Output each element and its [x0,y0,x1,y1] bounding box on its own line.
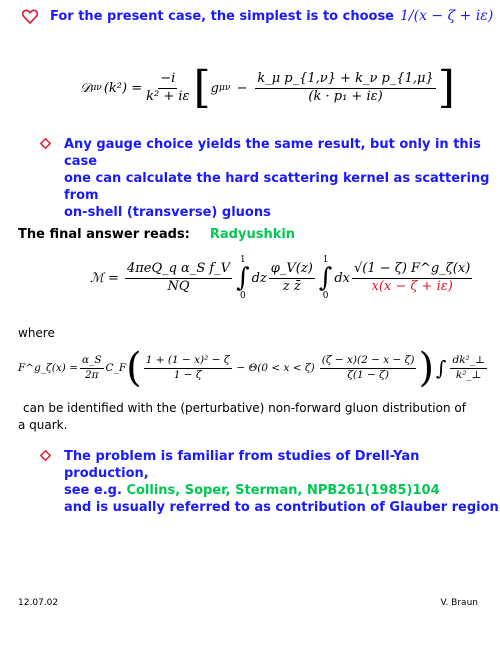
gauge-bullet [40,136,490,221]
amplitude-equation [90,255,474,301]
eq1-g-sub: μν [218,83,231,93]
eq2-da-fraction [269,261,315,295]
eq1-close-bracket: ] [437,62,455,113]
intro-line [22,8,493,24]
propagator-equation [80,62,455,113]
eq3-integral: ∫ [436,356,447,380]
eq2-num-phi: φ_V(z) [269,261,315,278]
eq2-lhs: ℳ = [90,270,119,286]
eq3-cf: C_F [105,362,127,374]
eq2-integral-x: 1 ∫ 0 [318,255,333,301]
eq2-den-phi: z z̄ [282,278,301,294]
note-line-2: a quark. [18,418,68,432]
gluon-distribution-equation [18,345,489,391]
eq1-lhs-arg: (k²) = [103,80,143,96]
heart-outline-icon [22,9,38,24]
eq3-measure [450,354,486,381]
bullet1-line-3: on-shell (transverse) gluons [64,205,271,220]
final-answer-heading [18,227,295,242]
eq1-g: g [210,80,219,96]
eq3-close-paren: ) [418,345,435,391]
eq3-dk-den: k²_⊥ [455,368,482,381]
eq1-num1: −i [158,71,177,88]
eq2-int2-lower: 0 [322,291,329,301]
intro-text: For the present case, the simplest is to choose [50,8,394,24]
eq3-pref-den: 2π [84,368,99,381]
glauber-bullet [40,448,499,516]
final-label: The final answer reads: [18,227,190,242]
eq2-int1-upper: 1 [239,255,246,265]
eq3-theta: − Θ(0 < x < ζ) [236,362,315,374]
eq3-t2-num: (ζ − x)(2 − x − ζ) [320,354,417,368]
eq1-lhs: 𝒟 [80,80,91,96]
eq2-den-x: x [371,278,379,294]
eq2-num-f: √(1 − ζ) F^g_ζ(x) [352,261,472,278]
eq2-num: 4πeQ_q α_S f_V [125,261,232,278]
eq2-prefactor [125,261,232,295]
eq1-den2: (k · p₁ + iε) [308,88,383,104]
note-line-1: can be identified with the (perturbative) non-forward gluon distribution of [23,401,466,415]
eq1-fraction-1 [144,71,191,105]
eq2-dx: dx [334,270,350,286]
eq3-t2-den: ζ(1 − ζ) [347,368,389,381]
bullet1-line-1: Any gauge choice yields the same result, but only in this case [64,137,481,169]
bullet1-line-2: one can calculate the hard scattering kernel as scattering from [64,171,490,203]
eq3-t1-den: 1 − ζ [173,368,202,381]
eq1-lhs-sub: μν [90,83,102,93]
eq2-kernel-fraction [352,261,472,295]
bullet2-line-3: and is usually referred to as contribution of Glauber region [64,500,499,515]
diamond-outline-icon [40,450,51,461]
bullet2-reference[interactable]: Collins, Soper, Sterman, NPB261(1985)104 [126,483,440,498]
eq1-open-bracket: [ [193,62,211,113]
eq3-pref-num: α_S [80,354,104,368]
bullet2-line-2 [64,482,500,499]
eq3-t1-num: 1 + (1 − x)² − ζ [144,354,232,368]
eq3-term1 [144,354,232,381]
eq1-minus: − [236,80,248,96]
eq3-term2 [320,354,417,381]
eq1-den1: k² + iε [146,88,190,104]
final-author: Radyushkin [209,227,296,242]
footer-author: V. Braun [440,598,478,608]
diamond-outline-icon [40,138,51,149]
bullet2-see: see e.g. [64,483,122,498]
eq2-integral-z: 1 ∫ 0 [236,255,250,301]
eq2-den: NQ [167,278,190,294]
distribution-note [18,400,488,434]
eq1-fraction-2 [255,71,435,105]
where-label: where [18,326,55,340]
eq3-dk-num: dk²_⊥ [450,354,486,368]
intro-math: 1/(x − ζ + iε) [400,8,494,24]
eq2-dz: dz [251,270,267,286]
eq3-open-paren: ( [126,345,142,391]
eq2-int1-lower: 0 [239,291,246,301]
eq3-prefactor [80,354,104,381]
bullet2-line-1: The problem is familiar from studies of Drell-Yan production, [64,449,420,481]
footer-date: 12.07.02 [18,598,59,608]
eq1-num2: k_μ p_{1,ν} + k_ν p_{1,μ} [255,71,435,88]
eq2-den-pole: (x − ζ + iε) [378,278,453,294]
eq3-lhs: F^g_ζ(x) = [18,362,78,374]
eq2-int2-upper: 1 [322,255,329,265]
